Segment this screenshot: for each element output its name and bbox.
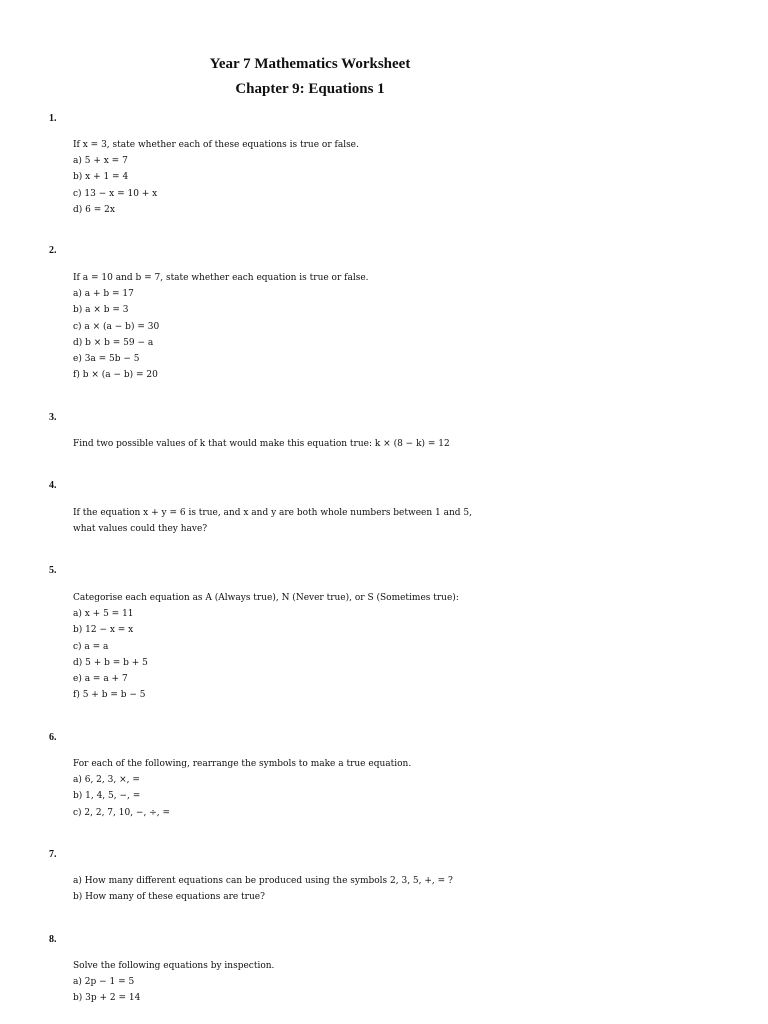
question-text: Categorise each equation as A (Always true), N (Never true), or S (Sometimes true):: [73, 593, 459, 603]
question-part: d) 5 + b = b + 5: [73, 657, 148, 668]
question-part: a) a + b = 17: [73, 289, 134, 300]
question-body-7: [73, 873, 693, 905]
question-text: Solve the following equations by inspection.: [73, 961, 275, 971]
question-text: If the equation x + y = 6 is true, and x and y are both whole numbers between 1 and 5,: [73, 508, 472, 518]
question-part: f) 5 + b = b − 5: [73, 690, 146, 701]
worksheet-title: Year 7 Mathematics Worksheet: [209, 56, 411, 72]
question-text: For each of the following, rearrange the symbols to make a true equation.: [73, 759, 412, 769]
question-body-4: [73, 505, 693, 537]
chapter-title: Chapter 9: Equations 1: [235, 81, 385, 97]
question-text: what values could they have?: [73, 524, 208, 535]
question-part: a) 5 + x = 7: [73, 156, 128, 167]
question-part: c) 2, 2, 7, 10, −, ÷, =: [73, 807, 170, 818]
question-number: 3.: [49, 412, 57, 423]
question-part: b) 12 − x = x: [73, 625, 134, 636]
question-body-6: [73, 756, 693, 821]
question-part: a) How many different equations can be produced using the symbols 2, 3, 5, +, = ?: [73, 876, 453, 886]
question-part: b) x + 1 = 4: [73, 172, 129, 183]
question-body-1: [73, 137, 693, 218]
question-number: 5.: [49, 565, 57, 576]
question-part: f) b × (a − b) = 20: [73, 370, 158, 381]
question-number: 2.: [49, 245, 57, 256]
question-number: 6.: [49, 732, 57, 743]
question-part: b) a × b = 3: [73, 305, 129, 316]
question-text: If a = 10 and b = 7, state whether each equation is true or false.: [73, 273, 369, 283]
question-number: 4.: [49, 480, 57, 491]
question-text: Find two possible values of k that would make this equation true: k × (8 − k) = 12: [73, 439, 450, 449]
question-part: b) How many of these equations are true?: [73, 892, 265, 903]
question-part: e) a = a + 7: [73, 674, 128, 685]
question-part: c) a = a: [73, 641, 109, 652]
question-number: 1.: [49, 113, 57, 124]
question-body-3: [73, 436, 693, 452]
question-number: 7.: [49, 849, 57, 860]
question-body-8: [73, 958, 693, 1007]
question-part: c) a × (a − b) = 30: [73, 321, 160, 332]
question-part: b) 1, 4, 5, −, =: [73, 791, 141, 802]
question-body-5: [73, 590, 693, 703]
question-part: b) 3p + 2 = 14: [73, 993, 141, 1004]
question-part: a) x + 5 = 11: [73, 609, 134, 620]
question-body-2: [73, 270, 693, 383]
question-part: d) b × b = 59 − a: [73, 337, 154, 348]
question-part: a) 6, 2, 3, ×, =: [73, 775, 140, 786]
question-number: 8.: [49, 934, 57, 945]
question-part: c) 13 − x = 10 + x: [73, 188, 158, 199]
question-part: a) 2p − 1 = 5: [73, 977, 135, 988]
question-part: e) 3a = 5b − 5: [73, 354, 140, 365]
question-part: d) 6 = 2x: [73, 204, 115, 215]
question-text: If x = 3, state whether each of these equations is true or false.: [73, 140, 359, 150]
